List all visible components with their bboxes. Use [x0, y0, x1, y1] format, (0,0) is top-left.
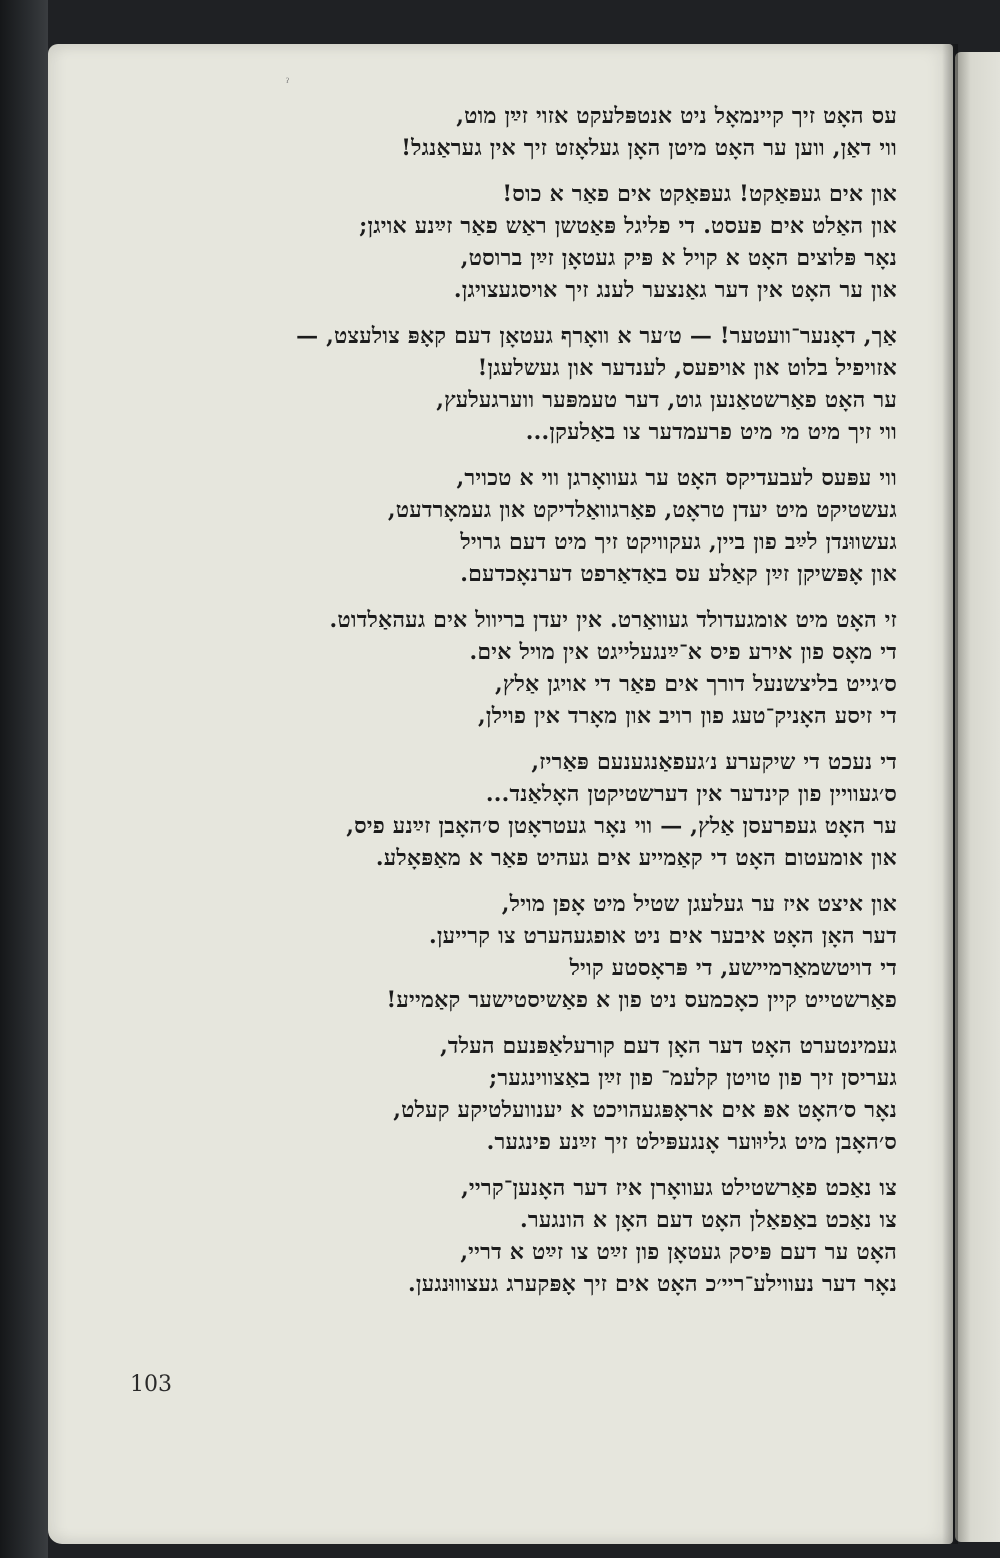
- poem-line: אַך, דאָנער־וועטער! — ט׳ער א וואָרף געטאָן דעם קאָפּ צולעצט, —: [296, 323, 897, 349]
- poem-line: און אים געפּאַקט! געפּאַקט אים פאַר א כוס!: [502, 181, 897, 207]
- poem-line: עס האָט זיך קיינמאָל ניט אנטפּלעקט אזוי זײַן מוט,: [456, 103, 897, 129]
- poem-line: צו נאַכט פאַרשטילט געוואָרן איז דער האָנען־קריי,: [461, 1175, 897, 1201]
- poem-line: נאָר פּלוצים האָט א קויל א פּיק געטאָן זײַן ברוסט,: [460, 245, 897, 271]
- poem-line: די זיסע האָניק־טעג פון רויב און מאָרד אין פוילן,: [478, 703, 897, 729]
- poem-line: געמינטערט האָט דער האָן דעם קורעלאַפּנעם העלד,: [440, 1033, 897, 1059]
- stanza: [232, 888, 897, 1016]
- poem-line: ער האָט פאַרשטאַנען גוט, דער טעמפּער ווערגעלעץ,: [436, 387, 897, 413]
- stanza: [232, 604, 897, 732]
- page-gutter-shadow: [942, 44, 958, 1544]
- stanza: [232, 1172, 897, 1300]
- poem-line: און ער האָט אין דער גאַנצער לענג זיך אויסגעצויגן.: [453, 277, 897, 303]
- poem-line: ס׳געוויין פון קינדער אין דערשטיקטן האָלאַנד...: [485, 781, 897, 807]
- poem-line: די מאָס פון אירע פיס א־ײַנגעלייגט אין מויל אים.: [469, 639, 897, 665]
- poem-line: האָט ער דעם פּיסק געטאָן פון זײַט צו זײַט א דריי,: [460, 1239, 897, 1265]
- poem-line: אזויפיל בלוט און אויפעס, לענדער און געשלעגן!: [477, 355, 897, 381]
- page-speck: ˀ: [286, 76, 290, 90]
- stanza: [232, 1030, 897, 1158]
- next-page-edge: [955, 52, 1000, 1542]
- stanza: [232, 320, 897, 448]
- book-binding-left: [0, 0, 48, 1558]
- poem-line: דער האָן האָט איבער אים ניט אופגעהערט צו קרייען.: [429, 923, 897, 949]
- poem-line: געשטיקט מיט יעדן טראָט, פאַרגוואַלדיקט און געמאָרדעט,: [387, 497, 897, 523]
- poem-line: און איצט איז ער געלעגן שטיל מיט אָפן מויל,: [501, 891, 897, 917]
- poem-line: ווי זיך מיט מי מיט פרעמדער צו באַלעקן...: [525, 419, 897, 445]
- poem-line: און אומעטום האָט די קאַמייע אים געהיט פאַר א מאַפּאָלע.: [375, 845, 897, 871]
- poem-line: ער האָט געפרעסן אַלץ, — ווי נאָר געטראָטן ס׳האָבן זײַנע פיס,: [346, 813, 897, 839]
- poem-line: ס׳גייט בליצשנעל דורך אים פאַר די אויגן אַלץ,: [495, 671, 897, 697]
- page-number: 103: [130, 1372, 172, 1397]
- poem-line: פאַרשטייט קיין כאָכמעס ניט פון א פאַשיסטישער קאַמייע!: [386, 987, 897, 1013]
- poem-line: ווי דאַן, ווען ער האָט מיטן האָן געלאָזט זיך אין געראַנגל!: [401, 135, 897, 161]
- poem-line: ווי עפּעס לעבעדיקס האָט ער געוואָרגן ווי א טכויר,: [456, 465, 897, 491]
- poem-line: נאָר ס׳האָט אפּ אים אראָפּגעהויכט א יענוועלטיקע קעלט,: [393, 1097, 897, 1123]
- poem-line: צו נאַכט באַפאַלן האָט דעם האָן א הונגער.: [520, 1207, 897, 1233]
- stanza: [232, 178, 897, 306]
- stanza: [232, 462, 897, 590]
- poem-line: די נעכט די שיקערע נ׳געפאַנגענעם פּאַריז,: [531, 749, 897, 775]
- poem-line: ס׳האָבן מיט גליוּוער אָנגעפּילט זיך זײַנע פינגער.: [486, 1129, 897, 1155]
- poem-line: די דויטשמאַרמיישע, די פּראָסטע קויל: [569, 955, 897, 981]
- poem-line: זי האָט מיט אומגעדולד געוואַרט. אין יעדן בריוול אים געהאַלדוט.: [329, 607, 897, 633]
- poem-line: נאָר דער נעווילע־ריי׳כ האָט אים זיך אָפּקערג געצוווּנגען.: [408, 1271, 897, 1297]
- poem-line: און האַלט אים פעסט. די פליגל פּאַטשן ראַש פאַר זײַנע אויגן;: [359, 213, 897, 239]
- poem-text: [232, 100, 897, 1314]
- stanza: [232, 746, 897, 874]
- poem-line: געשווּנדן לײַב פון ביין, געקוויקט זיך מיט דעם גרויל: [460, 529, 897, 555]
- stanza: [232, 100, 897, 164]
- poem-line: געריסן זיך פון טויטן קלעמ־ פון זײַן באַצווינגער;: [489, 1065, 897, 1091]
- poem-line: און אָפּשיקן זײַן קאַלע עס באַדאַרפט דערנאָכדעם.: [460, 561, 897, 587]
